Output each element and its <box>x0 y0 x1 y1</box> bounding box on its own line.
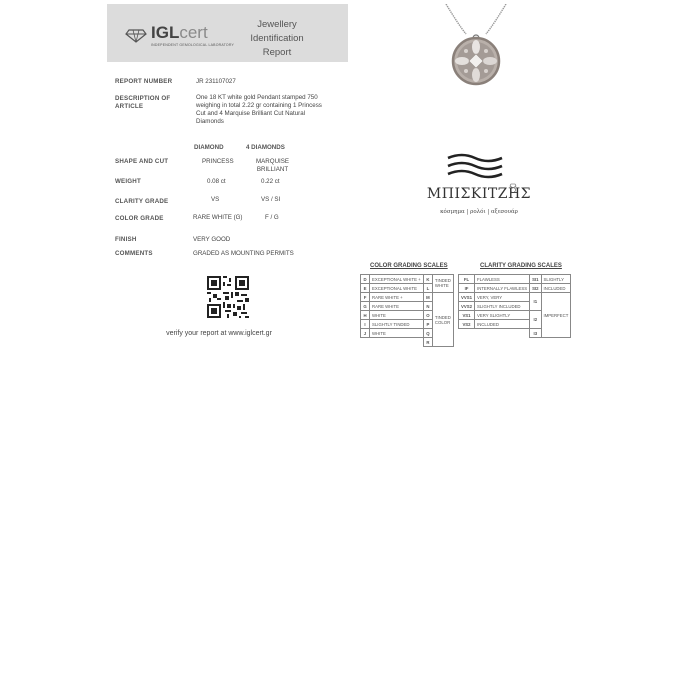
grade-desc: TINDED <box>434 314 451 320</box>
finish-value: VERY GOOD <box>193 236 231 243</box>
logo-cert: cert <box>179 23 208 42</box>
spacer-cell <box>361 338 424 347</box>
clarity-scale-title: CLARITY GRADING SCALES <box>480 263 562 269</box>
report-header <box>107 4 348 62</box>
finish-label: FINISH <box>115 236 137 243</box>
grade-desc: INCLUDED <box>541 284 571 293</box>
grade-letter: I1 <box>530 293 541 311</box>
grade-desc: FLAWLESS <box>475 275 530 284</box>
grade-desc: SLIGHTLY INCLUDED <box>475 302 530 311</box>
grade-desc: TINDED <box>434 277 451 283</box>
shape-line: BRILLIANT <box>256 166 289 173</box>
clarity-value-1: VS <box>211 196 220 203</box>
grade-desc: IMPERFECT <box>541 293 571 338</box>
grade-letter: R <box>423 338 432 347</box>
grade-letter: SI1 <box>530 275 541 284</box>
grade-letter: F <box>361 293 370 302</box>
grade-desc: SLIGHTLY TINDED <box>370 320 424 329</box>
grade-desc: WHITE <box>370 329 424 338</box>
grade-desc: VERY, VERY <box>475 293 530 302</box>
description-line: Cut and 4 Marquise Brilliant Cut Natural <box>196 110 306 117</box>
clarity-value-2: VS / SI <box>261 196 281 203</box>
spacer-cell <box>459 329 530 338</box>
tinted-color <box>432 293 453 347</box>
shape-value-1: PRINCESS <box>202 158 234 165</box>
logo-subtitle: INDEPENDENT GEMOLOGICAL LABORATORY <box>151 43 235 47</box>
qr-code-icon[interactable] <box>207 276 249 318</box>
description-line: Diamonds <box>196 118 224 125</box>
weight-label: WEIGHT <box>115 178 141 185</box>
grade-desc: RARE WHITE + <box>370 293 424 302</box>
description-line: weighing in total 2.22 gr containing 1 Princess <box>196 102 322 109</box>
shape-line: MARQUISE <box>256 158 290 165</box>
description-text <box>196 94 322 126</box>
report-title <box>219 18 335 60</box>
title-line: Jewellery <box>257 19 297 30</box>
clarity-scale-table <box>458 274 571 338</box>
description-line: One 18 KT white gold Pendant stamped 750 <box>196 94 318 101</box>
grade-desc: WHITE <box>370 311 424 320</box>
brand-waves-icon <box>446 152 504 180</box>
column-header-diamond: DIAMOND <box>194 144 224 151</box>
report-number: JR 231107027 <box>196 78 236 85</box>
verify-link[interactable]: verify your report at www.iglcert.gr <box>166 330 272 337</box>
grade-letter: H <box>361 311 370 320</box>
grade-letter: K <box>423 275 432 284</box>
grade-desc: COLOR <box>434 319 451 325</box>
pendant-photo <box>436 4 516 86</box>
grade-letter: VVS2 <box>459 302 475 311</box>
grade-desc: WHITE <box>434 282 449 288</box>
grade-letter: I3 <box>530 329 541 338</box>
brand-tagline: κόσμημα | ρολόι | αξεσουάρ <box>440 209 518 215</box>
grade-letter: L <box>423 284 432 293</box>
grade-desc: RARE WHITE <box>370 302 424 311</box>
shape-value-2 <box>256 158 289 174</box>
grade-letter: D <box>361 275 370 284</box>
comments-value: GRADED AS MOUNTING PERMITS <box>193 250 294 257</box>
grade-desc: SLIGHTLY <box>541 275 571 284</box>
grade-letter: I2 <box>530 311 541 329</box>
grade-letter: P <box>423 320 432 329</box>
grade-letter: VVS1 <box>459 293 475 302</box>
tinted-white <box>432 275 453 293</box>
color-scale-title: COLOR GRADING SCALES <box>370 263 448 269</box>
title-line: Report <box>262 47 292 58</box>
grade-letter: FL <box>459 275 475 284</box>
weight-value-2: 0.22 ct <box>261 178 280 185</box>
brand-name: ΜΠΙΣΚΙΤΖΗΣ <box>426 186 532 202</box>
color-scale-table <box>360 274 454 347</box>
grade-letter: O <box>423 311 432 320</box>
grade-letter: J <box>361 329 370 338</box>
title-line: Identification <box>250 33 304 44</box>
shape-label: SHAPE AND CUT <box>115 158 169 165</box>
grade-letter: N <box>423 302 432 311</box>
clarity-label: CLARITY GRADE <box>115 198 169 205</box>
description-label: DESCRIPTION OF <box>115 95 171 102</box>
grade-desc: INTERNALLY FLAWLESS <box>475 284 530 293</box>
grade-desc: EXCEPTIONAL WHITE <box>370 284 424 293</box>
grade-letter: VS2 <box>459 320 475 329</box>
description-label-2: ARTICLE <box>115 103 144 110</box>
weight-value-1: 0.08 ct <box>207 178 226 185</box>
grade-letter: I <box>361 320 370 329</box>
color-label: COLOR GRADE <box>115 215 164 222</box>
grade-desc: VERY SLIGHTLY <box>475 311 530 320</box>
grade-letter: M <box>423 293 432 302</box>
color-value-2: F / G <box>265 214 279 221</box>
grade-desc: EXCEPTIONAL WHITE + <box>370 275 424 284</box>
comments-label: COMMENTS <box>115 250 153 257</box>
grade-letter: E <box>361 284 370 293</box>
logo-brand: IGL <box>151 23 180 42</box>
grade-letter: G <box>361 302 370 311</box>
color-value-1: RARE WHITE (G) <box>193 214 243 221</box>
grade-desc: INCLUDED <box>475 320 530 329</box>
diamond-icon <box>125 29 147 43</box>
grade-letter: SI2 <box>530 284 541 293</box>
grade-letter: VS1 <box>459 311 475 320</box>
grade-letter: IF <box>459 284 475 293</box>
column-header-4-diamonds: 4 DIAMONDS <box>246 144 285 151</box>
report-number-label: REPORT NUMBER <box>115 78 173 85</box>
grade-letter: Q <box>423 329 432 338</box>
